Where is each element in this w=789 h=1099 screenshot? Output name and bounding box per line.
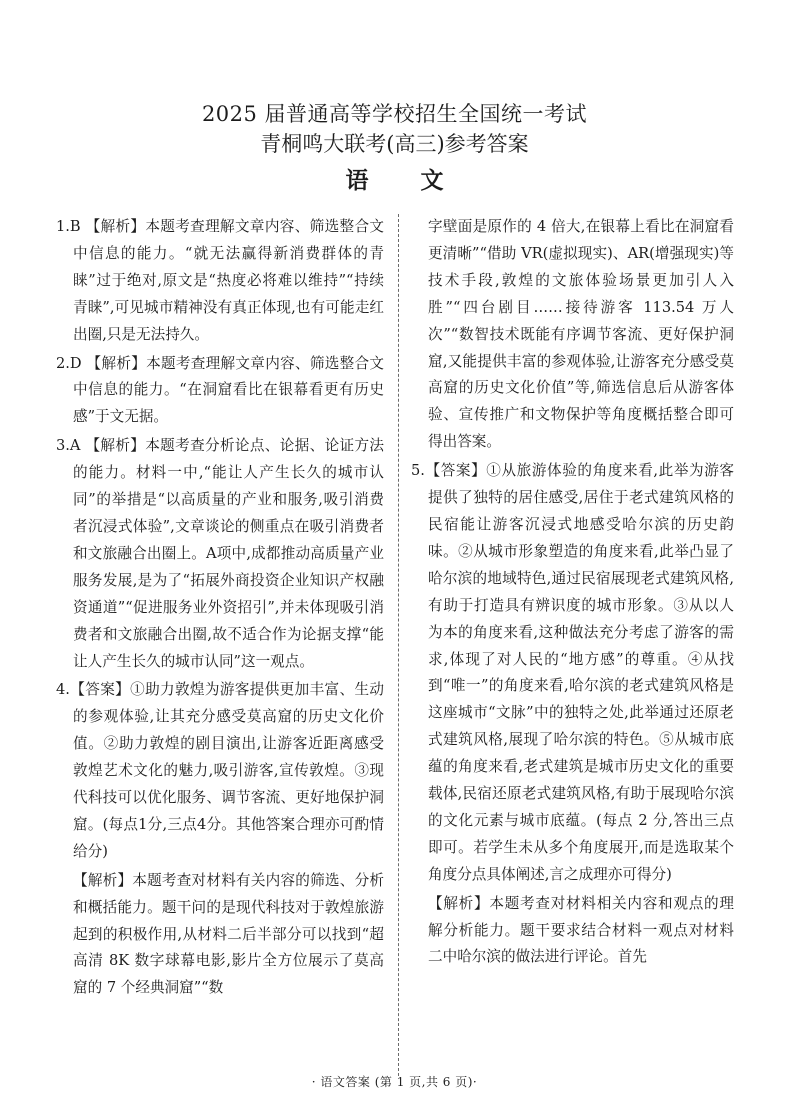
analysis-item-5: 【解析】本题考查对材料相关内容和观点的理解分析能力。题干要求结合材料一观点对材料二中哈尔滨的做法进行评论。首先 bbox=[428, 894, 734, 966]
subject-title: 语 文 bbox=[345, 167, 466, 194]
exam-title: 2025 届普通高等学校招生全国统一考试 bbox=[201, 102, 588, 126]
answer-item-3: 3.A 【解析】本题考查分析论点、论据、论证方法的能力。材料一中,“能让人产生长久的城市认同”的举措是“以高质量的产业和服务,吸引消费者沉浸式体验”,文章谈论的侧重点在吸引消费者和文旅融合出圈上。A项中,成都推动高质量产业服务发展,是为了“拓展外商投资企业知识产权融资通道”“促进服务业外资招引”,并未体现吸引消费者和文旅融合出圈,故不适合作为论据支撑“能让人产生长久的城市认同”这一观点。 bbox=[56, 437, 384, 670]
exam-subtitle: 青桐鸣大联考(高三)参考答案 bbox=[260, 132, 529, 156]
answer-item-4: 4.【答案】①助力敦煌为游客提供更加丰富、生动的参观体验,让其充分感受莫高窟的历史文化价值。②助力敦煌的剧目演出,让游客近距离感受敦煌艺术文化的魅力,吸引游客,宣传敦煌。③现代科技可以优化服务、调节客流、更好地保护洞窟。(每点1分,三点4分。其他答案合理亦可酌情给分) bbox=[56, 681, 384, 860]
left-column bbox=[56, 214, 384, 1004]
right-column bbox=[411, 214, 734, 973]
analysis-item-4-continued: 字壁面是原作的 4 倍大,在银幕上看比在洞窟看更清晰”“借助 VR(虚拟现实)、AR(增强现实)等技术手段,敦煌的文旅体验场景更加引人入胜”“四台剧目……接待游客 113.54 万人次”“数智技术既能有序调节客流、更好保护洞窟,又能提供丰富的参观体验,让游客充分感受莫高窟的历史文化价值”等,筛选信息后从游客体验、宣传推广和文物保护等角度概括整合即可得出答案。 bbox=[428, 218, 734, 451]
column-divider bbox=[398, 214, 399, 1076]
answer-item-1: 1.B 【解析】本题考查理解文章内容、筛选整合文中信息的能力。“就无法赢得新消费群体的青睐”过于绝对,原文是“热度必将难以维持”“持续青睐”,可见城市精神没有真正体现,也有可能走红出圈,只是无法持久。 bbox=[56, 218, 384, 343]
analysis-item-4: 【解析】本题考查对材料有关内容的筛选、分析和概括能力。题干问的是现代科技对于敦煌旅游起到的积极作用,从材料二后半部分可以找到“超高清 8K 数字球幕电影,影片全方位展示了莫高窟的 7 个经典洞窟”“数 bbox=[73, 871, 384, 997]
answer-item-2: 2.D 【解析】本题考查理解文章内容、筛选整合文中信息的能力。“在洞窟看比在银幕看更有历史感”于文无据。 bbox=[56, 354, 384, 426]
answer-item-5: 5.【答案】①从旅游体验的角度来看,此举为游客提供了独特的居住感受,居住于老式建筑风格的民宿能让游客沉浸式地感受哈尔滨的历史韵味。②从城市形象塑造的角度来看,此举凸显了哈尔滨的地域特色,通过民宿展现老式建筑风格,有助于打造具有辨识度的城市形象。③从以人为本的角度来看,这种做法充分考虑了游客的需求,体现了对人民的“地方感”的尊重。④从找到“唯一”的角度来看,哈尔滨的老式建筑风格是这座城市“文脉”中的独特之处,此举通过还原老式建筑风格,展现了哈尔滨的特色。⑤从城市底蕴的角度来看,老式建筑是城市历史文化的重要载体,民宿还原老式建筑风格,有助于展现哈尔滨的文化元素与城市底蕴。(每点 2 分,答出三点即可。若学生未从多个角度展开,而是选取某个角度分点具体阐述,言之成理亦可得分) bbox=[411, 462, 734, 883]
page-header bbox=[0, 100, 789, 196]
page-footer: · 语文答案 (第 1 页,共 6 页)· bbox=[311, 1075, 478, 1089]
